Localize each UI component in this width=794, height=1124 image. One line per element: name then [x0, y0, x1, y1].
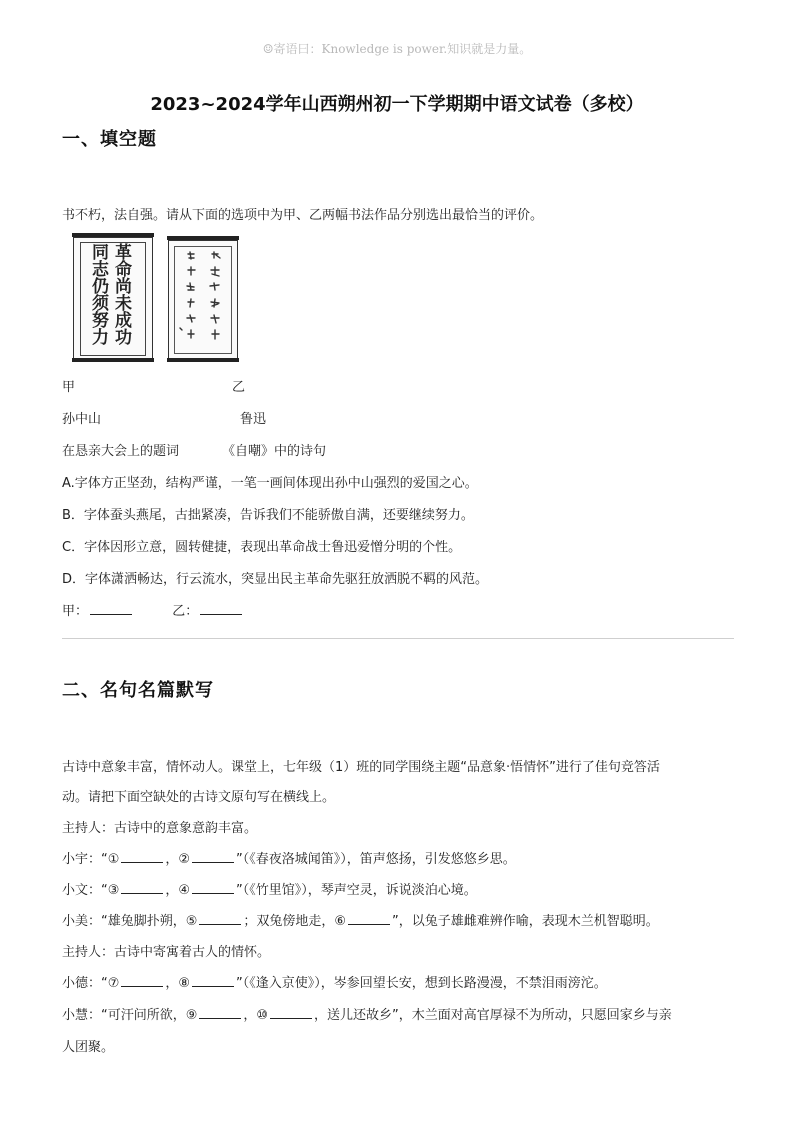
answer-yi-label: 乙：: [172, 604, 199, 619]
blank-2[interactable]: [192, 850, 234, 863]
xiaoyu-line: [62, 848, 516, 867]
description-b: 《自嘲》中的诗句: [222, 444, 327, 459]
answer-row: [62, 600, 244, 619]
answer-jia-label: 甲：: [62, 604, 89, 619]
label-yi: 乙: [232, 380, 246, 395]
xiaowen-text-c: ”（《竹里馆》），琴声空灵，诉说淡泊心境。: [236, 883, 477, 898]
author-b: 鲁迅: [240, 412, 267, 427]
xiaohui-line-end: 人团聚。: [62, 1040, 115, 1055]
blank-9[interactable]: [199, 1006, 241, 1019]
section-1-heading: 一、填空题: [62, 129, 157, 150]
answer-jia-blank[interactable]: [90, 602, 132, 615]
blank-3[interactable]: [121, 881, 163, 894]
intro-line-2: 动。请把下面空缺处的古诗文原句写在横线上。: [62, 790, 336, 805]
question-prompt: 书不朽，法自强。请从下面的选项中为甲、乙两幅书法作品分别选出最恰当的评价。: [62, 208, 544, 223]
xiaode-text-c: ”（《逢入京使》），岑参回望长安，想到长路漫漫，不禁泪雨滂沱。: [236, 976, 607, 991]
xiaoyu-text-a: 小宇：“①: [62, 852, 120, 867]
answer-yi-blank[interactable]: [200, 602, 242, 615]
xiaode-text-b: ，⑧: [165, 976, 191, 991]
blank-5[interactable]: [199, 912, 241, 925]
xiaohui-line: [62, 1004, 672, 1023]
xiaomei-text-b: ；双兔傍地走，⑥: [243, 914, 347, 929]
option-a: A.字体方正坚劲，结构严谨，一笔一画间体现出孙中山强烈的爱国之心。: [62, 476, 478, 491]
xiaowen-line: [62, 879, 477, 898]
document-title: 2023~2024学年山西朔州初一下学期期中语文试卷（多校）: [150, 94, 644, 115]
blank-7[interactable]: [121, 974, 163, 987]
label-jia: 甲: [62, 380, 76, 395]
xiaoyu-text-b: ，②: [165, 852, 191, 867]
xiaowen-text-a: 小文：“③: [62, 883, 120, 898]
intro-line-1: 古诗中意象丰富，情怀动人。课堂上，七年级（1）班的同学围绕主题“品意象·悟情怀”进行了佳句竞答活: [62, 760, 660, 775]
option-c: C．字体因形立意，圆转健捷，表现出革命战士鲁迅爱憎分明的个性。: [62, 540, 462, 555]
blank-1[interactable]: [121, 850, 163, 863]
blank-4[interactable]: [192, 881, 234, 894]
section-2-heading: 二、名句名篇默写: [62, 680, 214, 701]
option-b: B．字体蚕头燕尾，古拙紧凑，告诉我们不能骄傲自满，还要继续努力。: [62, 508, 474, 523]
host-line-2: 主持人：古诗中寄寓着古人的情怀。: [62, 945, 271, 960]
blank-10[interactable]: [270, 1006, 312, 1019]
description-a: 在恳亲大会上的题词: [62, 444, 180, 459]
calligraphy-a-col-1: 革命尚未成功: [111, 243, 131, 345]
author-a: 孙中山: [62, 412, 102, 427]
section-divider: [62, 638, 734, 639]
host-line-1: 主持人：古诗中的意象意韵丰富。: [62, 821, 258, 836]
blank-8[interactable]: [192, 974, 234, 987]
xiaode-line: [62, 972, 607, 991]
xiaoyu-text-c: ”（《春夜洛城闻笛》），笛声悠扬，引发悠悠乡思。: [236, 852, 516, 867]
calligraphy-a-col-2: 同志仍须努力: [88, 243, 108, 345]
xiaohui-text-b: ，⑩: [243, 1008, 269, 1023]
blank-6[interactable]: [348, 912, 390, 925]
xiaowen-text-b: ，④: [165, 883, 191, 898]
option-d: D．字体潇洒畅达，行云流水，突显出民主革命先驱狂放洒脱不羁的风范。: [62, 572, 489, 587]
xiaohui-text-c: ，送儿还故乡”，木兰面对高官厚禄不为所动，只愿回家乡与亲: [314, 1008, 672, 1023]
header-motto: ☺寄语曰：Knowledge is power.知识就是力量。: [262, 42, 532, 56]
xiaomei-text-a: 小美：“雄兔脚扑朔，⑤: [62, 914, 198, 929]
xiaode-text-a: 小德：“⑦: [62, 976, 120, 991]
xiaomei-text-c: ”，以兔子雄雌难辨作喻，表现木兰机智聪明。: [392, 914, 659, 929]
xiaomei-line: [62, 910, 659, 929]
xiaohui-text-a: 小慧：“可汗问所欲，⑨: [62, 1008, 198, 1023]
